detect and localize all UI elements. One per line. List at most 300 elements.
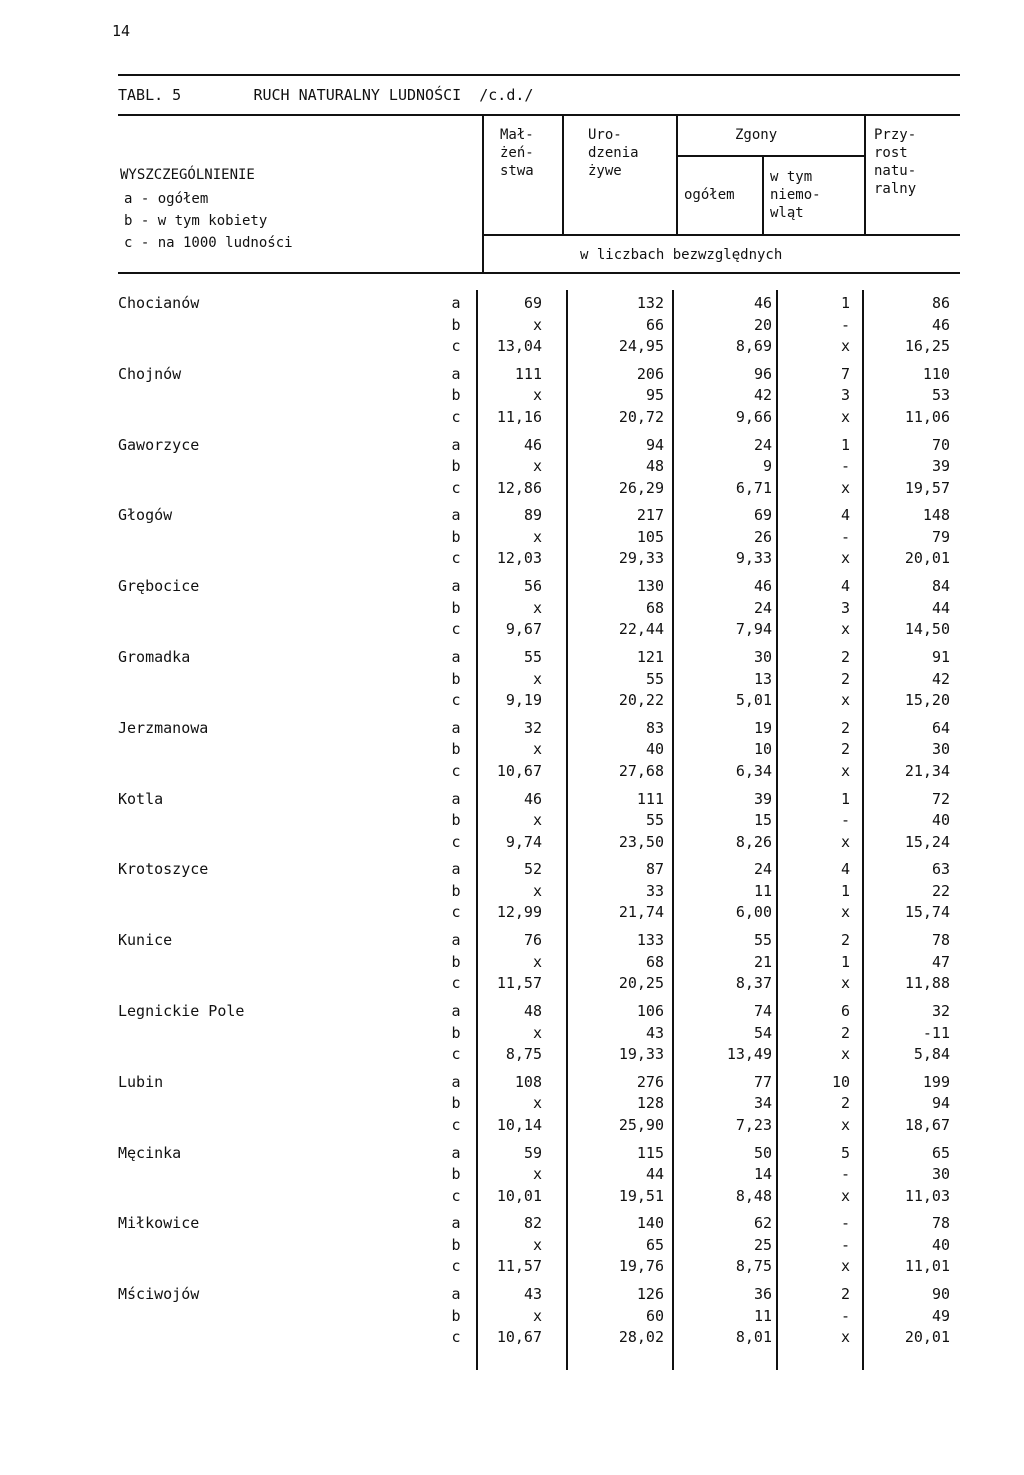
natural-growth-cell: 148 bbox=[922, 506, 950, 525]
deaths-total-cell: 5,01 bbox=[735, 691, 772, 709]
births-cell: 33 bbox=[645, 881, 664, 900]
births-cell: 48 bbox=[645, 457, 664, 476]
table-row-group bbox=[0, 435, 1024, 507]
natural-growth-cell: 44 bbox=[931, 598, 950, 617]
infant-deaths-cell: 1 bbox=[840, 881, 850, 900]
infant-deaths-cell: x bbox=[840, 903, 850, 922]
births-cell: 68 bbox=[645, 952, 664, 971]
births-cell: 44 bbox=[645, 1165, 664, 1184]
infant-deaths-cell: 2 bbox=[840, 931, 850, 950]
row-letter: c bbox=[451, 974, 461, 993]
municipality-name: Gaworzyce bbox=[118, 435, 200, 454]
natural-growth-cell: 63 bbox=[931, 860, 950, 879]
infant-deaths-cell: - bbox=[840, 1235, 850, 1254]
deaths-total-cell: 8,69 bbox=[735, 337, 772, 355]
row-letter: c bbox=[451, 1186, 461, 1205]
municipality-name: Krotoszyce bbox=[118, 860, 209, 879]
births-cell: 20,25 bbox=[618, 974, 664, 993]
deaths-total-cell: 54 bbox=[753, 1023, 772, 1042]
deaths-total-cell: 50 bbox=[753, 1143, 772, 1162]
infant-deaths-cell: 5 bbox=[840, 1143, 850, 1162]
row-letter: a bbox=[451, 364, 461, 383]
municipality-name: Kotla bbox=[118, 789, 164, 808]
natural-growth-cell: 86 bbox=[931, 294, 950, 312]
table-row bbox=[0, 548, 1024, 568]
infant-deaths-cell: - bbox=[840, 527, 850, 546]
deaths-total-cell: 6,71 bbox=[735, 478, 772, 497]
row-letter: a bbox=[451, 931, 461, 950]
deaths-total-cell: 11 bbox=[753, 881, 772, 900]
units-caption: w liczbach bezwzględnych bbox=[580, 247, 783, 263]
deaths-total-cell: 21 bbox=[753, 952, 772, 971]
births-cell: 23,50 bbox=[618, 832, 664, 851]
table-row bbox=[0, 1256, 1024, 1276]
natural-growth-cell: 70 bbox=[931, 435, 950, 454]
infant-deaths-cell: 3 bbox=[840, 386, 850, 405]
births-cell: 19,33 bbox=[618, 1045, 664, 1063]
table-row bbox=[0, 1186, 1024, 1206]
marriages-cell: x bbox=[532, 386, 542, 405]
infant-deaths-cell: x bbox=[840, 974, 850, 993]
table-row-group bbox=[0, 364, 1024, 436]
births-cell: 87 bbox=[645, 860, 664, 879]
table-row bbox=[0, 718, 1024, 738]
infant-deaths-cell: x bbox=[840, 1328, 850, 1347]
infant-deaths-cell: x bbox=[840, 1045, 850, 1063]
deaths-total-cell: 13,49 bbox=[726, 1045, 772, 1063]
infant-deaths-cell: - bbox=[840, 811, 850, 830]
table-title: TABL. 5 RUCH NATURALNY LUDNOŚCI /c.d./ bbox=[118, 86, 534, 104]
deaths-total-cell: 11 bbox=[753, 1306, 772, 1325]
top-rule bbox=[118, 74, 960, 76]
marriages-cell: x bbox=[532, 1165, 542, 1184]
infant-deaths-cell: - bbox=[840, 457, 850, 476]
row-letter: c bbox=[451, 620, 461, 639]
marriages-cell: 10,67 bbox=[496, 1328, 542, 1347]
natural-growth-cell: 30 bbox=[931, 1165, 950, 1184]
infant-deaths-cell: x bbox=[840, 549, 850, 568]
infant-deaths-cell: 7 bbox=[840, 364, 850, 383]
table-row bbox=[0, 1327, 1024, 1347]
infant-deaths-cell: - bbox=[840, 1214, 850, 1233]
row-letter: c bbox=[451, 832, 461, 851]
marriages-cell: 8,75 bbox=[505, 1045, 542, 1063]
table-row bbox=[0, 973, 1024, 993]
table-row bbox=[0, 1093, 1024, 1113]
table-row-group bbox=[0, 505, 1024, 577]
infant-deaths-cell: 4 bbox=[840, 577, 850, 596]
table-row bbox=[0, 902, 1024, 922]
infant-deaths-cell: - bbox=[840, 1165, 850, 1184]
table-row-group bbox=[0, 718, 1024, 790]
infant-deaths-cell: - bbox=[840, 315, 850, 334]
births-cell: 121 bbox=[636, 648, 664, 666]
marriages-cell: 69 bbox=[523, 294, 542, 312]
deaths-total-cell: 15 bbox=[753, 811, 772, 830]
row-letter: a bbox=[451, 294, 461, 312]
infant-deaths-cell: 10 bbox=[831, 1072, 850, 1091]
table-row bbox=[0, 952, 1024, 972]
births-cell: 115 bbox=[636, 1143, 664, 1162]
municipality-name: Chocianów bbox=[118, 294, 200, 312]
header-bottom-rule bbox=[118, 272, 960, 274]
row-letter: c bbox=[451, 1045, 461, 1063]
infant-deaths-cell: 2 bbox=[840, 718, 850, 737]
births-cell: 106 bbox=[636, 1002, 664, 1020]
infant-deaths-cell: 4 bbox=[840, 506, 850, 525]
infant-deaths-cell: x bbox=[840, 832, 850, 851]
table-row-group bbox=[0, 1072, 1024, 1144]
table-row-group bbox=[0, 647, 1024, 719]
table-row bbox=[0, 505, 1024, 525]
infant-deaths-cell: 2 bbox=[840, 740, 850, 759]
table-row bbox=[0, 364, 1024, 384]
deaths-total-cell: 24 bbox=[753, 435, 772, 454]
row-letter: a bbox=[451, 789, 461, 808]
table-row bbox=[0, 1143, 1024, 1163]
infant-deaths-cell: 3 bbox=[840, 598, 850, 617]
deaths-total-cell: 24 bbox=[753, 598, 772, 617]
births-cell: 19,76 bbox=[618, 1257, 664, 1276]
table-row bbox=[0, 1072, 1024, 1092]
natural-growth-cell: 15,74 bbox=[904, 903, 950, 922]
births-cell: 276 bbox=[636, 1072, 664, 1091]
births-cell: 60 bbox=[645, 1306, 664, 1325]
deaths-total-cell: 96 bbox=[753, 364, 772, 383]
marriages-cell: 11,16 bbox=[496, 407, 542, 426]
municipality-name: Jerzmanowa bbox=[118, 718, 209, 737]
row-letter: b bbox=[451, 1094, 461, 1113]
deaths-total-cell: 36 bbox=[753, 1285, 772, 1304]
stub-legend-a: a - ogółem bbox=[124, 191, 209, 207]
row-letter: b bbox=[451, 1165, 461, 1184]
deaths-total-cell: 6,00 bbox=[735, 903, 772, 922]
table-row bbox=[0, 832, 1024, 852]
natural-growth-cell: 64 bbox=[931, 718, 950, 737]
marriages-cell: 13,04 bbox=[496, 337, 542, 355]
deaths-total-cell: 19 bbox=[753, 718, 772, 737]
table-row-group bbox=[0, 293, 1024, 365]
table-row-group bbox=[0, 1284, 1024, 1356]
marriages-cell: 55 bbox=[523, 648, 542, 666]
col-deaths-header: Zgony bbox=[735, 127, 778, 143]
table-row bbox=[0, 1235, 1024, 1255]
deaths-total-cell: 8,26 bbox=[735, 832, 772, 851]
infant-deaths-cell: 4 bbox=[840, 860, 850, 879]
table-row-group bbox=[0, 1213, 1024, 1285]
row-letter: b bbox=[451, 1023, 461, 1042]
row-letter: a bbox=[451, 648, 461, 666]
marriages-cell: 59 bbox=[523, 1143, 542, 1162]
row-letter: c bbox=[451, 1257, 461, 1276]
header-divider bbox=[482, 116, 484, 272]
marriages-cell: 12,99 bbox=[496, 903, 542, 922]
infant-deaths-cell: x bbox=[840, 1115, 850, 1134]
header-divider bbox=[676, 116, 678, 234]
births-cell: 133 bbox=[636, 931, 664, 950]
municipality-name: Lubin bbox=[118, 1072, 164, 1091]
stub-legend-c: c - na 1000 ludności bbox=[124, 235, 293, 251]
deaths-total-cell: 8,01 bbox=[735, 1328, 772, 1347]
page-number: 14 bbox=[112, 22, 131, 40]
municipality-name: Legnickie Pole bbox=[118, 1002, 245, 1020]
marriages-cell: 108 bbox=[514, 1072, 542, 1091]
infant-deaths-cell: x bbox=[840, 1257, 850, 1276]
table-row bbox=[0, 810, 1024, 830]
row-letter: b bbox=[451, 881, 461, 900]
municipality-name: Miłkowice bbox=[118, 1214, 200, 1233]
row-letter: b bbox=[451, 598, 461, 617]
marriages-cell: 82 bbox=[523, 1214, 542, 1233]
deaths-total-cell: 25 bbox=[753, 1235, 772, 1254]
births-cell: 66 bbox=[645, 315, 664, 334]
births-cell: 20,22 bbox=[618, 691, 664, 709]
table-row bbox=[0, 478, 1024, 498]
infant-deaths-cell: 2 bbox=[840, 648, 850, 666]
table-row bbox=[0, 576, 1024, 596]
row-letter: b bbox=[451, 669, 461, 688]
natural-growth-cell: 19,57 bbox=[904, 478, 950, 497]
marriages-cell: x bbox=[532, 1235, 542, 1254]
infant-deaths-cell: 1 bbox=[840, 435, 850, 454]
natural-growth-cell: 40 bbox=[931, 1235, 950, 1254]
natural-growth-cell: 15,20 bbox=[904, 691, 950, 709]
marriages-cell: 32 bbox=[523, 718, 542, 737]
natural-growth-cell: 11,88 bbox=[904, 974, 950, 993]
table-row bbox=[0, 647, 1024, 667]
natural-growth-cell: 11,01 bbox=[904, 1257, 950, 1276]
natural-growth-cell: 46 bbox=[931, 315, 950, 334]
deaths-total-cell: 7,94 bbox=[735, 620, 772, 639]
infant-deaths-cell: 2 bbox=[840, 1023, 850, 1042]
natural-growth-cell: 32 bbox=[931, 1002, 950, 1020]
births-cell: 40 bbox=[645, 740, 664, 759]
table-row bbox=[0, 669, 1024, 689]
marriages-cell: 43 bbox=[523, 1285, 542, 1304]
deaths-total-cell: 26 bbox=[753, 527, 772, 546]
municipality-name: Głogów bbox=[118, 506, 173, 525]
table-row bbox=[0, 1284, 1024, 1304]
table-row bbox=[0, 690, 1024, 710]
infant-deaths-cell: x bbox=[840, 691, 850, 709]
row-letter: b bbox=[451, 457, 461, 476]
table-row bbox=[0, 407, 1024, 427]
infant-deaths-cell: 2 bbox=[840, 1285, 850, 1304]
row-letter: b bbox=[451, 315, 461, 334]
births-cell: 206 bbox=[636, 364, 664, 383]
table-row bbox=[0, 761, 1024, 781]
table-row bbox=[0, 1023, 1024, 1043]
stub-legend-b: b - w tym kobiety bbox=[124, 213, 268, 229]
table-row bbox=[0, 789, 1024, 809]
table-row bbox=[0, 1115, 1024, 1135]
deaths-total-cell: 8,37 bbox=[735, 974, 772, 993]
deaths-total-cell: 7,23 bbox=[735, 1115, 772, 1134]
marriages-cell: 111 bbox=[514, 364, 542, 383]
row-letter: a bbox=[451, 435, 461, 454]
table-row bbox=[0, 336, 1024, 356]
infant-deaths-cell: x bbox=[840, 478, 850, 497]
births-cell: 28,02 bbox=[618, 1328, 664, 1347]
row-letter: a bbox=[451, 718, 461, 737]
marriages-cell: x bbox=[532, 527, 542, 546]
table-row bbox=[0, 435, 1024, 455]
deaths-total-cell: 55 bbox=[753, 931, 772, 950]
births-cell: 217 bbox=[636, 506, 664, 525]
marriages-cell: 48 bbox=[523, 1002, 542, 1020]
natural-growth-cell: 15,24 bbox=[904, 832, 950, 851]
natural-growth-cell: 94 bbox=[931, 1094, 950, 1113]
table-row bbox=[0, 930, 1024, 950]
marriages-cell: 12,86 bbox=[496, 478, 542, 497]
births-cell: 21,74 bbox=[618, 903, 664, 922]
births-cell: 43 bbox=[645, 1023, 664, 1042]
natural-growth-cell: 39 bbox=[931, 457, 950, 476]
deaths-total-cell: 62 bbox=[753, 1214, 772, 1233]
table-row-group bbox=[0, 576, 1024, 648]
infant-deaths-cell: 1 bbox=[840, 294, 850, 312]
births-cell: 29,33 bbox=[618, 549, 664, 568]
header-divider bbox=[864, 116, 866, 234]
deaths-total-cell: 8,75 bbox=[735, 1257, 772, 1276]
table-row bbox=[0, 1306, 1024, 1326]
deaths-total-cell: 34 bbox=[753, 1094, 772, 1113]
deaths-total-cell: 8,48 bbox=[735, 1186, 772, 1205]
deaths-total-cell: 74 bbox=[753, 1002, 772, 1020]
table-row bbox=[0, 859, 1024, 879]
marriages-cell: x bbox=[532, 457, 542, 476]
births-cell: 55 bbox=[645, 669, 664, 688]
marriages-cell: 10,14 bbox=[496, 1115, 542, 1134]
births-cell: 126 bbox=[636, 1285, 664, 1304]
row-letter: b bbox=[451, 1235, 461, 1254]
marriages-cell: x bbox=[532, 1094, 542, 1113]
title-rule bbox=[118, 114, 960, 116]
row-letter: a bbox=[451, 1214, 461, 1233]
deaths-total-cell: 46 bbox=[753, 294, 772, 312]
deaths-total-cell: 77 bbox=[753, 1072, 772, 1091]
deaths-total-cell: 20 bbox=[753, 315, 772, 334]
births-cell: 130 bbox=[636, 577, 664, 596]
births-cell: 128 bbox=[636, 1094, 664, 1113]
table-row bbox=[0, 1044, 1024, 1064]
natural-growth-cell: 72 bbox=[931, 789, 950, 808]
row-letter: c bbox=[451, 903, 461, 922]
row-letter: a bbox=[451, 1002, 461, 1020]
infant-deaths-cell: 1 bbox=[840, 789, 850, 808]
municipality-name: Kunice bbox=[118, 931, 173, 950]
natural-growth-cell: 199 bbox=[922, 1072, 950, 1091]
row-letter: a bbox=[451, 1143, 461, 1162]
marriages-cell: x bbox=[532, 740, 542, 759]
row-letter: c bbox=[451, 1328, 461, 1347]
header-divider bbox=[562, 116, 564, 234]
row-letter: c bbox=[451, 337, 461, 355]
natural-growth-cell: -11 bbox=[922, 1023, 950, 1042]
natural-growth-cell: 21,34 bbox=[904, 761, 950, 780]
col-deaths-total-header: ogółem bbox=[684, 187, 735, 203]
deaths-total-cell: 10 bbox=[753, 740, 772, 759]
deaths-total-cell: 39 bbox=[753, 789, 772, 808]
births-cell: 65 bbox=[645, 1235, 664, 1254]
table-row bbox=[0, 1164, 1024, 1184]
natural-growth-cell: 11,03 bbox=[904, 1186, 950, 1205]
table-row bbox=[0, 1001, 1024, 1021]
births-cell: 68 bbox=[645, 598, 664, 617]
marriages-cell: x bbox=[532, 952, 542, 971]
municipality-name: Męcinka bbox=[118, 1143, 182, 1162]
row-letter: a bbox=[451, 860, 461, 879]
infant-deaths-cell: x bbox=[840, 1186, 850, 1205]
natural-growth-cell: 30 bbox=[931, 740, 950, 759]
deaths-total-cell: 9,66 bbox=[735, 407, 772, 426]
births-cell: 140 bbox=[636, 1214, 664, 1233]
marriages-cell: x bbox=[532, 315, 542, 334]
deaths-total-cell: 42 bbox=[753, 386, 772, 405]
marriages-cell: 52 bbox=[523, 860, 542, 879]
natural-growth-cell: 47 bbox=[931, 952, 950, 971]
row-letter: c bbox=[451, 407, 461, 426]
births-cell: 22,44 bbox=[618, 620, 664, 639]
births-cell: 25,90 bbox=[618, 1115, 664, 1134]
natural-growth-cell: 20,01 bbox=[904, 549, 950, 568]
natural-growth-cell: 18,67 bbox=[904, 1115, 950, 1134]
natural-growth-cell: 14,50 bbox=[904, 620, 950, 639]
marriages-cell: 89 bbox=[523, 506, 542, 525]
municipality-name: Gromadka bbox=[118, 648, 191, 666]
row-letter: c bbox=[451, 691, 461, 709]
col-growth-header: Przy- rost natu- ralny bbox=[874, 127, 917, 197]
infant-deaths-cell: 2 bbox=[840, 1094, 850, 1113]
natural-growth-cell: 78 bbox=[931, 1214, 950, 1233]
infant-deaths-cell: 1 bbox=[840, 952, 850, 971]
row-letter: b bbox=[451, 952, 461, 971]
births-cell: 94 bbox=[645, 435, 664, 454]
deaths-total-cell: 9 bbox=[762, 457, 772, 476]
marriages-cell: 9,19 bbox=[505, 691, 542, 709]
natural-growth-cell: 84 bbox=[931, 577, 950, 596]
deaths-total-cell: 14 bbox=[753, 1165, 772, 1184]
natural-growth-cell: 22 bbox=[931, 881, 950, 900]
births-cell: 105 bbox=[636, 527, 664, 546]
col-deaths-infants-header: w tym niemo- wląt bbox=[770, 169, 821, 221]
row-letter: a bbox=[451, 577, 461, 596]
table-row bbox=[0, 527, 1024, 547]
births-cell: 132 bbox=[636, 294, 664, 312]
col-marriages-header: Mał- żeń- stwa bbox=[500, 127, 534, 179]
row-letter: a bbox=[451, 506, 461, 525]
infant-deaths-cell: 2 bbox=[840, 669, 850, 688]
infant-deaths-cell: x bbox=[840, 761, 850, 780]
row-letter: b bbox=[451, 740, 461, 759]
marriages-cell: 11,57 bbox=[496, 1257, 542, 1276]
births-cell: 24,95 bbox=[618, 337, 664, 355]
table-row-group bbox=[0, 930, 1024, 1002]
row-letter: b bbox=[451, 811, 461, 830]
row-letter: a bbox=[451, 1072, 461, 1091]
births-cell: 83 bbox=[645, 718, 664, 737]
marriages-cell: 46 bbox=[523, 435, 542, 454]
row-letter: c bbox=[451, 549, 461, 568]
infant-deaths-cell: x bbox=[840, 620, 850, 639]
natural-growth-cell: 90 bbox=[931, 1285, 950, 1304]
natural-growth-cell: 91 bbox=[931, 648, 950, 666]
table-row-group bbox=[0, 1143, 1024, 1215]
table-row bbox=[0, 739, 1024, 759]
table-row bbox=[0, 315, 1024, 335]
natural-growth-cell: 11,06 bbox=[904, 407, 950, 426]
table-row bbox=[0, 1213, 1024, 1233]
